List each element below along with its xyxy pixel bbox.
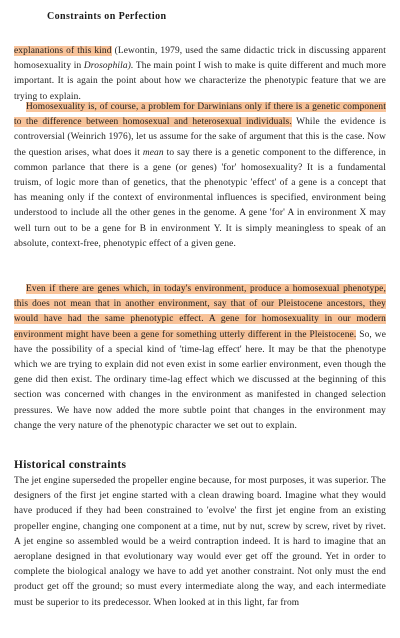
paragraph-text: (Lewontin, 1979, used the same didactic trick in discussing apparent homosexuality in <box>14 46 386 72</box>
running-head: Constraints on Perfection <box>47 11 167 22</box>
paragraph-text: While the evidence is controversial (Weinrich 1976), let us assume for the sake of argument that this is the case. Now the question arises, what does it <box>14 117 386 158</box>
paragraph-text: The jet engine superseded the propeller engine because, for most purposes, it was superior. The designers of the first jet engine started with a clean drawing board. Imagine what they would have produced if they had been constrained to 'evolve' the first jet engine from an existing propeller engine, changing one component at a time, nut by nut, screw by screw, rivet by rivet. A jet engine so assembled would be a weird contraption indeed. It is hard to imagine that an aeroplane designed in that evolutionary way would ever get off the ground. Yet in order to complete the biological analogy we have to add yet another constraint. Not only must the end product get off the ground; so must every intermediate along the way, and each intermediate must be superior to its predecessor. When looked at in this light, far from <box>14 476 386 608</box>
paragraph-4 <box>14 474 386 611</box>
paragraph-text: So, we have the possibility of a special kind of 'time-lag effect' here. It may be that the phenotype which we are trying to explain did not even exist in some earlier environment, even though the gene did then exist. The ordinary time-lag effect which we discussed at the beginning of this section was concerned with changes in the environment as manifested in changed selection pressures. We have now added the more subtle point that changes in the environment may change the very nature of the phenotypic character we set out to explain. <box>14 329 386 431</box>
italic-term: mean <box>142 147 164 158</box>
paragraph-text: to say there is a genetic component to the difference, in common parlance that there is a gene (or genes) 'for' homosexuality? It is a fundamental truism, of logic more than of genetics, that the phenotypic 'effect' of a gene is a concept that has meaning only if the context of environmental influences is specified, environment being understood to include all the other genes in the genome. A gene 'for' A in environment X may well turn out to be a gene for B in environment Y. It is simply meaningless to speak of an absolute, context-free, phenotypic effect of a given gene. <box>14 147 386 249</box>
paragraph-2 <box>14 100 386 252</box>
highlighted-text: Even if there are genes which, in today's environment, produce a homosexual phenotype, this does not mean that in another environment, say that of our Pleistocene ancestors, they would have had the same phenotypic effect. A gene for homosexuality in our modern environment might have been a gene for something utterly different in the Pleistocene. <box>14 284 386 340</box>
paragraph-1 <box>14 44 386 105</box>
paragraph-text: The main point I wish to make is quite different and much more important. It is again the point about how we characterize the phenotypic feature that we are trying to explain. <box>14 61 387 102</box>
highlighted-text: Homosexuality is, of course, a problem for Darwinians only if there is a genetic component to the difference between homosexual and heterosexual individuals. <box>14 102 386 128</box>
italic-term: Drosophila). <box>83 61 134 72</box>
paragraph-3 <box>14 282 386 434</box>
section-heading: Historical constraints <box>14 459 127 471</box>
highlighted-text: explanations of this kind <box>14 46 112 56</box>
